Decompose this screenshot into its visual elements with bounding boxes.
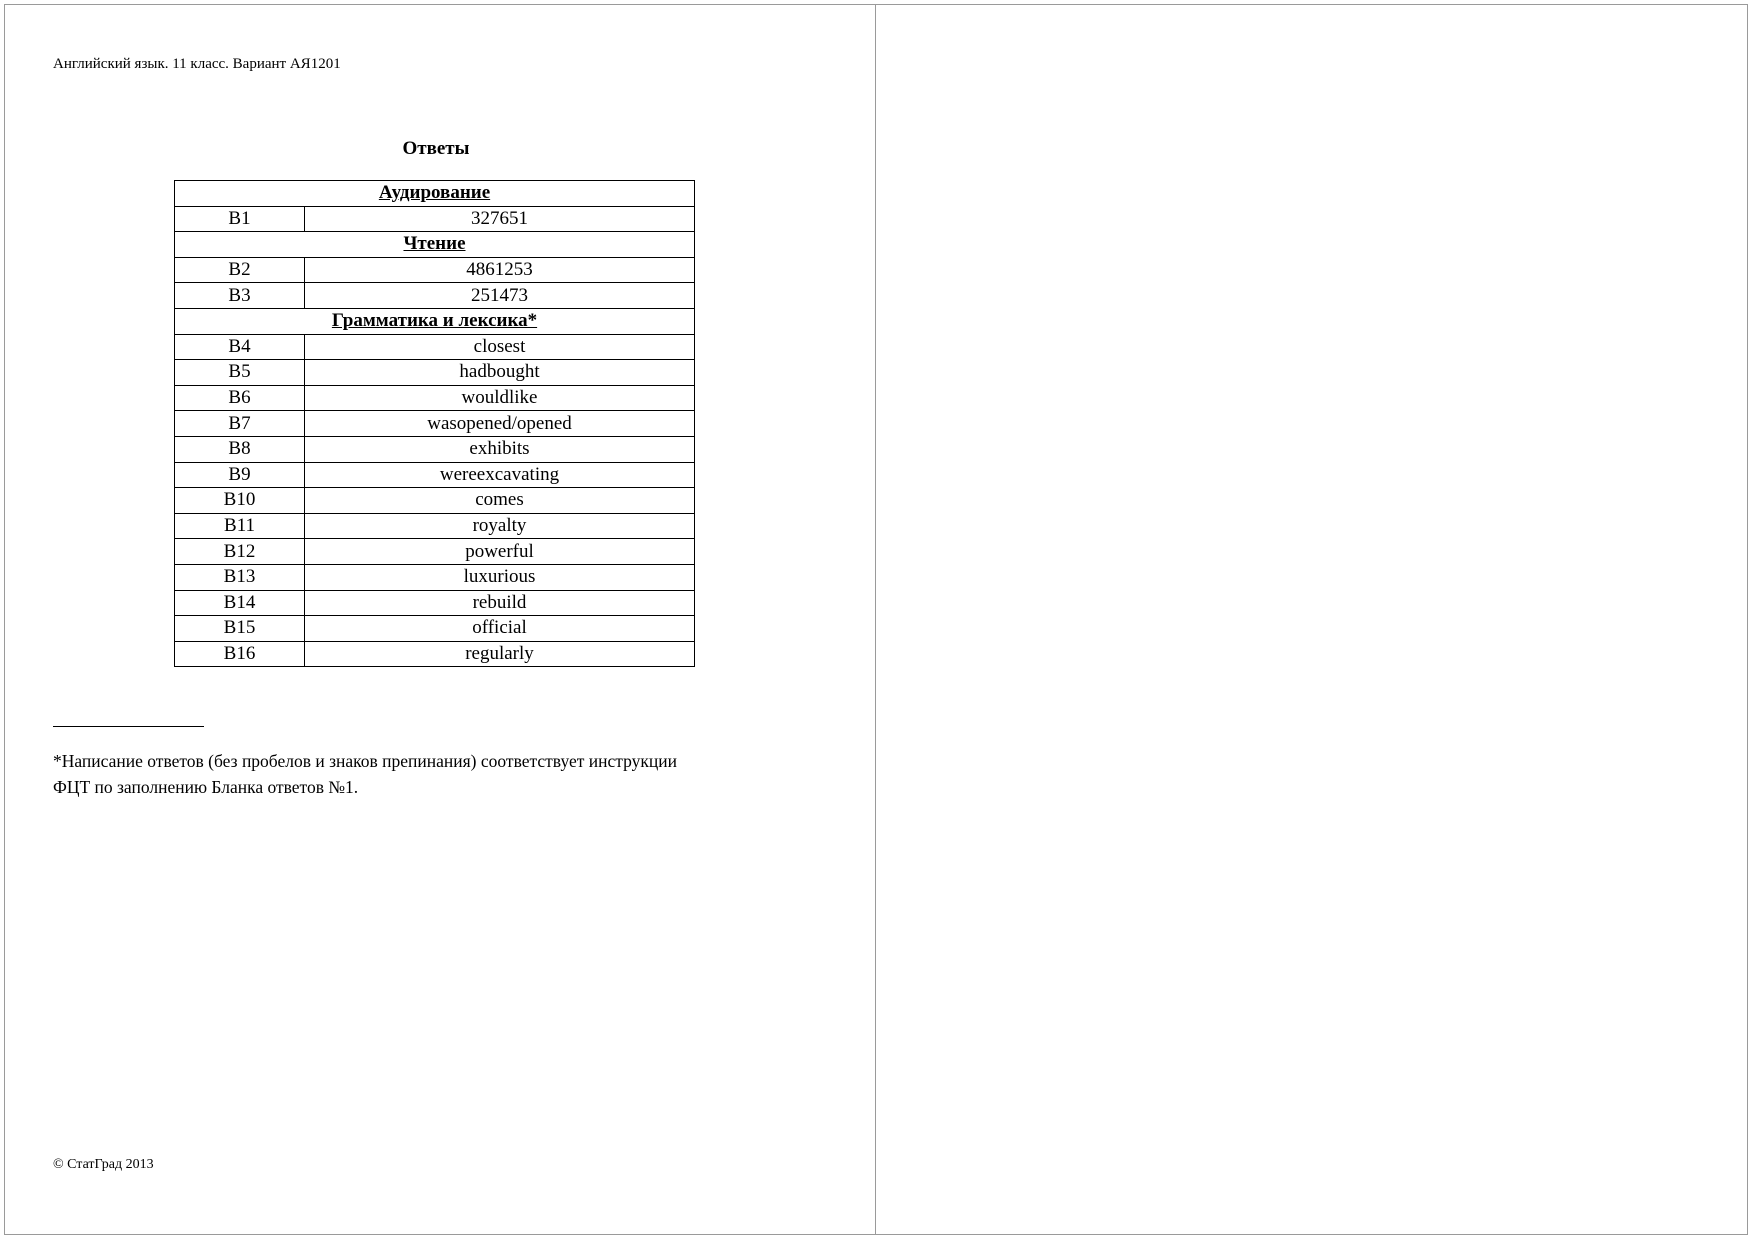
task-number: B7	[175, 411, 305, 437]
task-number: B15	[175, 616, 305, 642]
table-row	[175, 641, 695, 667]
section-heading: Аудирование	[378, 182, 491, 204]
table-row	[175, 436, 695, 462]
footnote-line-2: ФЦТ по заполнению Бланка ответов №1.	[53, 777, 359, 797]
table-row	[175, 488, 695, 514]
table-row	[175, 411, 695, 437]
task-number: B8	[175, 436, 305, 462]
answer-value: powerful	[305, 539, 695, 565]
answer-value: rebuild	[305, 590, 695, 616]
task-number: B5	[175, 360, 305, 386]
copyright: © СтатГрад 2013	[53, 1157, 154, 1172]
table-row	[175, 360, 695, 386]
answer-value: hadbought	[305, 360, 695, 386]
table-row	[175, 564, 695, 590]
footnote-line-1: *Написание ответов (без пробелов и знаков препинания) соответствует инструкции	[53, 751, 677, 771]
table-row	[175, 616, 695, 642]
answer-value: 251473	[305, 283, 695, 309]
task-number: B11	[175, 513, 305, 539]
table-row	[175, 334, 695, 360]
task-number: B12	[175, 539, 305, 565]
section-row	[175, 181, 695, 207]
task-number: B9	[175, 462, 305, 488]
answer-value: 327651	[305, 206, 695, 232]
table-row	[175, 513, 695, 539]
section-heading-cell	[175, 232, 695, 258]
task-number: B4	[175, 334, 305, 360]
task-number: B1	[175, 206, 305, 232]
section-row	[175, 308, 695, 334]
table-row	[175, 539, 695, 565]
table-row	[175, 283, 695, 309]
section-row	[175, 232, 695, 258]
answer-value: exhibits	[305, 436, 695, 462]
table-row	[175, 206, 695, 232]
answer-value: official	[305, 616, 695, 642]
task-number: B10	[175, 488, 305, 514]
section-heading: Чтение	[403, 233, 466, 255]
answer-value: wereexcavating	[305, 462, 695, 488]
section-heading: Грамматика и лексика*	[331, 310, 538, 332]
table-row	[175, 257, 695, 283]
section-heading-cell	[175, 181, 695, 207]
page-title: Ответы	[402, 138, 470, 159]
table-row	[175, 462, 695, 488]
task-number: B13	[175, 564, 305, 590]
task-number: B14	[175, 590, 305, 616]
footnote-rule	[53, 726, 204, 727]
answer-value: wasopened/opened	[305, 411, 695, 437]
answer-value: wouldlike	[305, 385, 695, 411]
task-number: B2	[175, 257, 305, 283]
answer-value: royalty	[305, 513, 695, 539]
answer-value: regularly	[305, 641, 695, 667]
answer-value: closest	[305, 334, 695, 360]
table-row	[175, 385, 695, 411]
answers-table	[174, 180, 695, 667]
answer-value: 4861253	[305, 257, 695, 283]
footnote	[53, 748, 813, 800]
table-row	[175, 590, 695, 616]
task-number: B16	[175, 641, 305, 667]
answer-value: luxurious	[305, 564, 695, 590]
answer-value: comes	[305, 488, 695, 514]
task-number: B3	[175, 283, 305, 309]
page-divider	[875, 4, 876, 1235]
section-heading-cell	[175, 308, 695, 334]
page-header: Английский язык. 11 класс. Вариант АЯ1201	[53, 56, 341, 72]
task-number: B6	[175, 385, 305, 411]
